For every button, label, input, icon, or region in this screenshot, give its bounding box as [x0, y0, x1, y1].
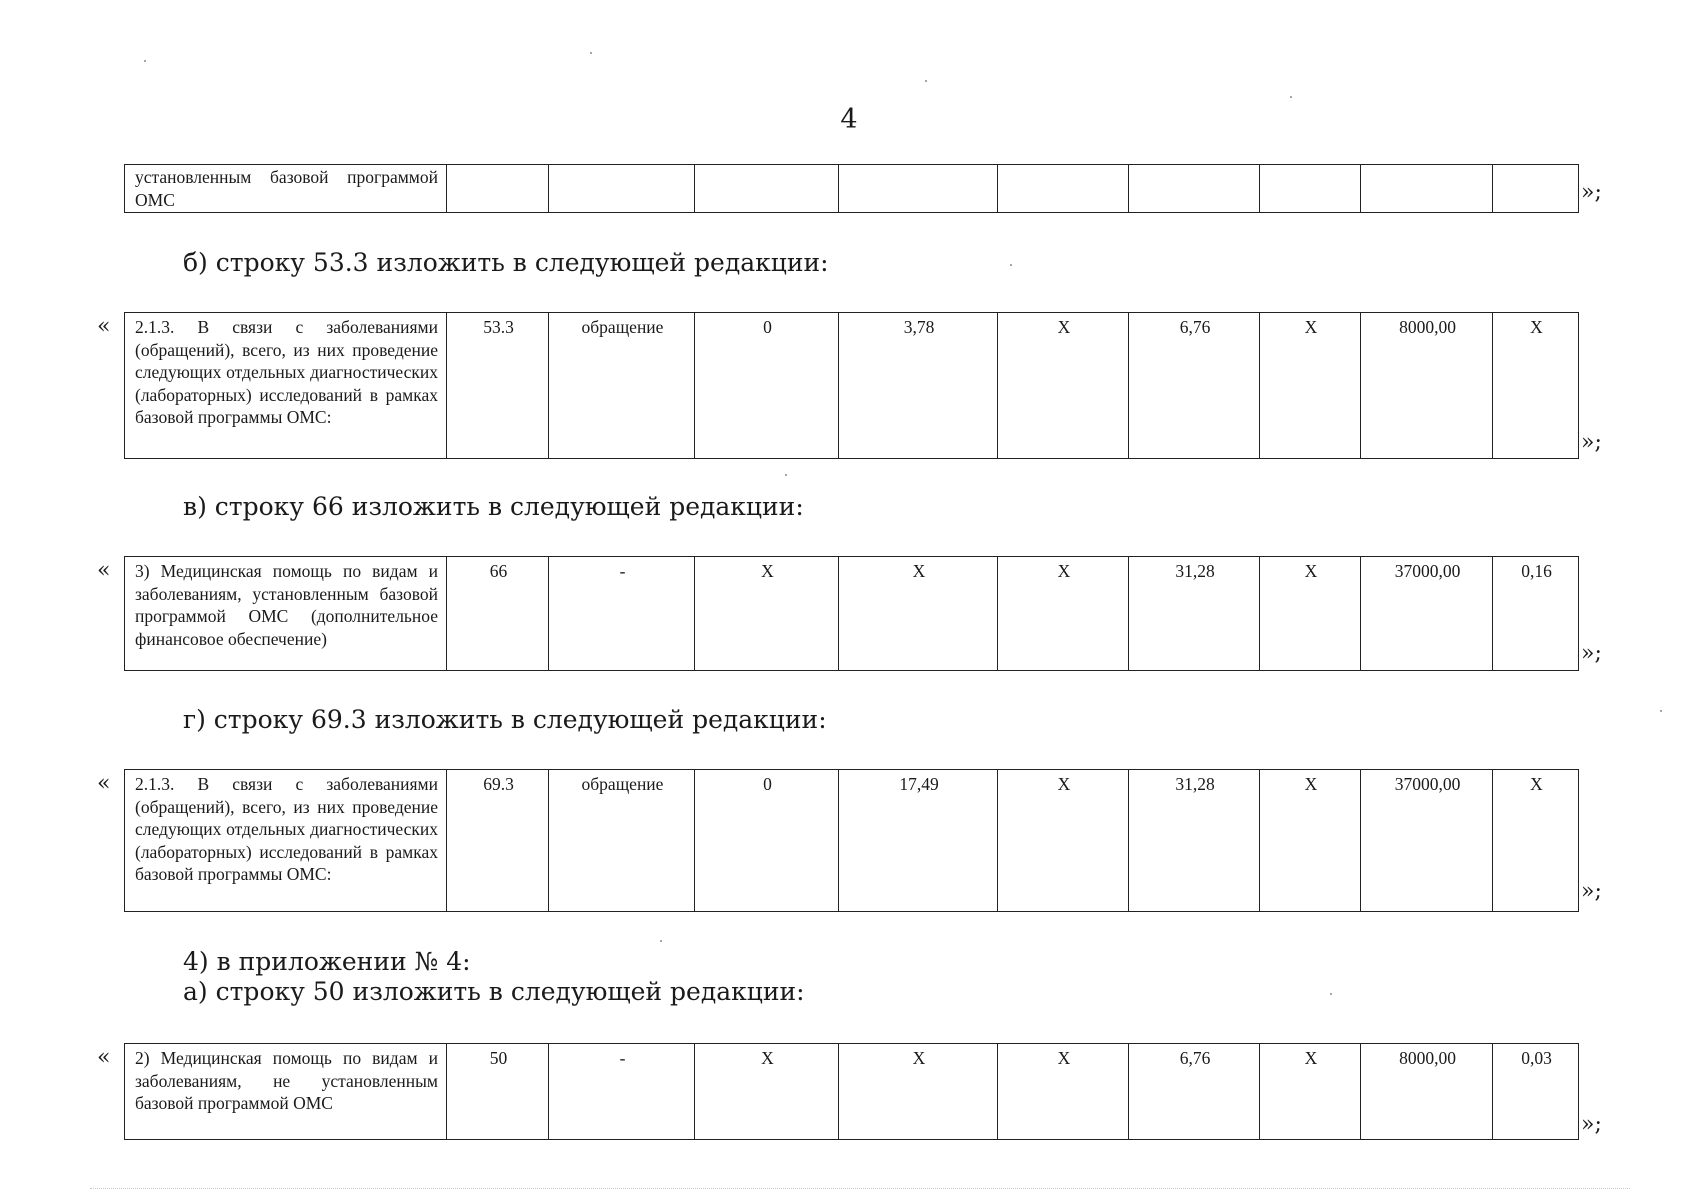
scan-speck — [785, 474, 787, 476]
table-cell: 17,49 — [839, 770, 998, 912]
opening-quote: « — [97, 558, 111, 583]
closing-quote: »; — [1581, 430, 1602, 455]
table-cell: обращение — [549, 770, 695, 912]
closing-quote: »; — [1581, 879, 1602, 904]
table-cell: Х — [839, 1044, 998, 1140]
table-row-69-3 — [124, 769, 1579, 912]
table-cell: 0,16 — [1493, 557, 1579, 671]
paragraph-annex-4: 4) в приложении № 4: — [183, 947, 471, 976]
table-cell: - — [549, 1044, 695, 1140]
table-cell: 8000,00 — [1361, 313, 1493, 459]
table-row-continuation — [124, 164, 1579, 213]
table-cell: 6,76 — [1129, 1044, 1260, 1140]
table-row-50 — [124, 1043, 1579, 1140]
table-cell: Х — [998, 313, 1129, 459]
paragraph-a: а) строку 50 изложить в следующей редакции: — [183, 977, 805, 1006]
table-cell: 6,76 — [1129, 313, 1260, 459]
scan-edge-dots — [90, 1188, 1630, 1190]
table-cell: Х — [998, 1044, 1129, 1140]
row-description: 2.1.3. В связи с заболеваниями (обращений), всего, из них проведение следующих отдельных диагностических (лабораторных) исследований в рамках базовой программы ОМС: — [135, 774, 438, 884]
table-cell: Х — [1260, 557, 1361, 671]
table-cell: 69.3 — [447, 770, 549, 912]
closing-quote: »; — [1581, 180, 1602, 205]
scan-speck — [1290, 96, 1292, 98]
table-cell: 50 — [447, 1044, 549, 1140]
table-row-66 — [124, 556, 1579, 671]
table-cell: Х — [998, 557, 1129, 671]
opening-quote: « — [97, 771, 111, 796]
table-cell: 31,28 — [1129, 557, 1260, 671]
scan-speck — [1660, 710, 1662, 712]
row-description: установленным базовой программой ОМС — [135, 167, 438, 210]
table-cell: 0 — [695, 313, 839, 459]
table-cell: Х — [1493, 313, 1579, 459]
table-cell: Х — [998, 770, 1129, 912]
scan-speck — [1010, 264, 1012, 266]
scan-speck — [660, 940, 662, 942]
table-cell: Х — [1260, 770, 1361, 912]
table-cell: 3,78 — [839, 313, 998, 459]
table-cell: 8000,00 — [1361, 1044, 1493, 1140]
table-cell: Х — [695, 1044, 839, 1140]
row-description-cell — [125, 557, 447, 671]
table-cell: - — [549, 557, 695, 671]
table-cell — [839, 165, 998, 213]
opening-quote: « — [97, 314, 111, 339]
table-cell — [998, 165, 1129, 213]
paragraph-v: в) строку 66 изложить в следующей редакции: — [183, 492, 804, 521]
table-cell — [447, 165, 549, 213]
row-description-cell — [125, 165, 447, 213]
paragraph-b: б) строку 53.3 изложить в следующей редакции: — [183, 248, 829, 277]
table-cell: Х — [1260, 1044, 1361, 1140]
table-cell: Х — [1493, 770, 1579, 912]
table-cell: обращение — [549, 313, 695, 459]
closing-quote: »; — [1581, 1112, 1602, 1137]
scan-speck — [1330, 993, 1332, 995]
table-cell: 31,28 — [1129, 770, 1260, 912]
opening-quote: « — [97, 1045, 111, 1070]
row-description-cell — [125, 770, 447, 912]
row-description: 2) Медицинская помощь по видам и заболеваниям, не установленным базовой программой ОМС — [135, 1048, 438, 1113]
table-cell: Х — [695, 557, 839, 671]
row-description: 3) Медицинская помощь по видам и заболеваниям, установленным базовой программой ОМС (дополнительное финансовое обеспечение) — [135, 561, 438, 649]
row-description: 2.1.3. В связи с заболеваниями (обращений), всего, из них проведение следующих отдельных диагностических (лабораторных) исследований в рамках базовой программы ОМС: — [135, 317, 438, 427]
table-cell: 66 — [447, 557, 549, 671]
table-cell: Х — [839, 557, 998, 671]
page-number: 4 — [840, 104, 858, 135]
table-cell — [1129, 165, 1260, 213]
table-cell — [1493, 165, 1579, 213]
table-cell — [1260, 165, 1361, 213]
table-cell — [1361, 165, 1493, 213]
table-cell: Х — [1260, 313, 1361, 459]
scan-speck — [144, 60, 146, 62]
paragraph-g: г) строку 69.3 изложить в следующей редакции: — [183, 705, 827, 734]
closing-quote: »; — [1581, 641, 1602, 666]
table-cell: 0 — [695, 770, 839, 912]
table-row-53-3 — [124, 312, 1579, 459]
table-cell — [695, 165, 839, 213]
table-cell: 0,03 — [1493, 1044, 1579, 1140]
table-cell: 53.3 — [447, 313, 549, 459]
table-cell: 37000,00 — [1361, 557, 1493, 671]
table-cell — [549, 165, 695, 213]
row-description-cell — [125, 313, 447, 459]
table-cell: 37000,00 — [1361, 770, 1493, 912]
scan-speck — [590, 52, 592, 54]
scan-speck — [925, 80, 927, 82]
row-description-cell — [125, 1044, 447, 1140]
